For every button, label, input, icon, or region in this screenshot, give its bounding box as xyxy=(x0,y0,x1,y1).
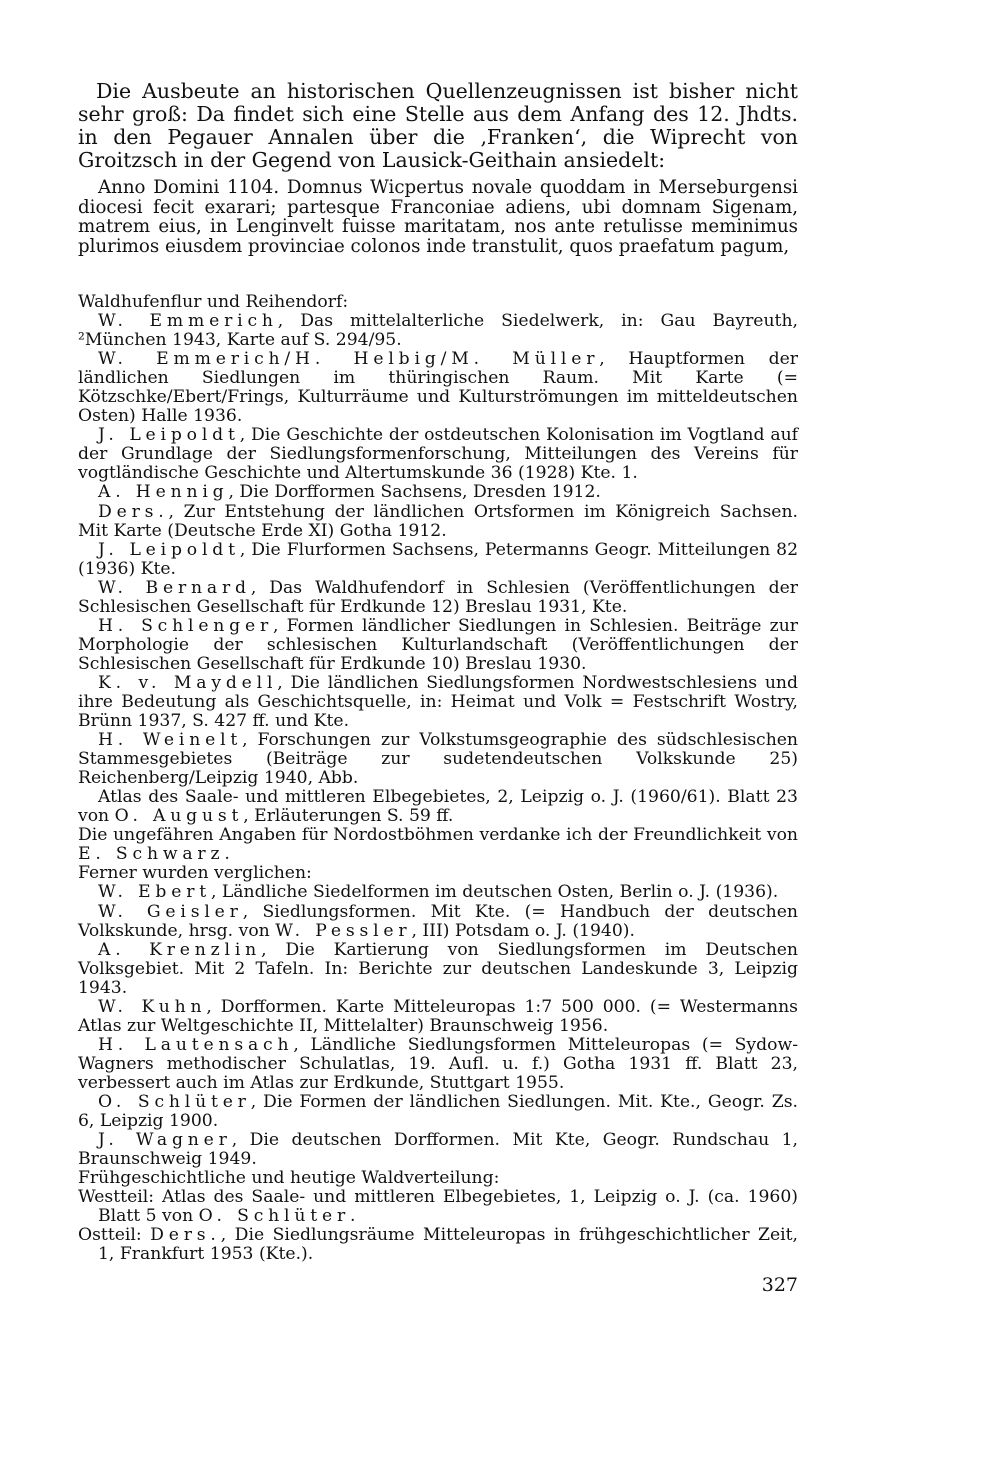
ack-text-end: . xyxy=(224,844,230,865)
intro-paragraph xyxy=(78,80,798,172)
bib-entry xyxy=(78,617,798,674)
bib-text: , Hauptformen der ländlichen Siedlungen im thüringischen Raum. Mit Karte (= Kötzschke/Ebert/Frings, Kulturräume und Kulturströmungen im mitteldeutschen Osten) Halle 1936. xyxy=(78,349,798,427)
bib-text: , Die Geschichte der ostdeutschen Kolonisation im Vogtland auf der Grundlage der Siedlungsformenforschung, Mitteilungen des Vereins für vogtländische Geschichte und Altertumskunde 36 (1928) Kte. 1. xyxy=(78,425,798,484)
bib-author: W. Ebert xyxy=(98,882,211,903)
bib-text: , Die Dorfformen Sachsens, Dresden 1912. xyxy=(228,482,601,503)
bib-author: W. Pessler xyxy=(275,920,412,941)
bib-entry xyxy=(78,1093,798,1131)
bib-author: W. Emmerich xyxy=(98,311,278,332)
bib-author: W. Emmerich/H. Helbig/M. Müller xyxy=(98,349,600,370)
bib-author: J. Wagner xyxy=(98,1130,232,1151)
bib-text: , Die ländlichen Siedlungsformen Nordwestschlesiens und ihre Bedeutung als Geschichtsquelle, in: Heimat und Volk = Festschrift Wostry, Brünn 1937, S. 427 ff. und Kte. xyxy=(78,672,798,732)
bib-author: Ders. xyxy=(150,1225,221,1246)
bib-author: H. Schlenger xyxy=(98,615,274,636)
section-heading-ferner: Ferner wurden verglichen: xyxy=(78,863,312,884)
bib-author: K. v. Maydell xyxy=(98,672,278,693)
bib-author: H. Weinelt xyxy=(98,730,243,751)
bib-author: J. Leipoldt xyxy=(98,539,240,560)
bib-text: , Erläuterungen S. 59 ff. xyxy=(243,806,454,827)
bib-entry xyxy=(78,941,798,998)
section-heading-waldhufenflur: Waldhufenflur und Reihendorf: xyxy=(78,292,349,312)
intro-text: Die Ausbeute an historischen Quellenzeugnissen ist bisher nicht sehr groß: Da findet sich eine Stelle aus dem Anfang des 12. Jhdts. in den Pegauer Annalen über die ‚Franken‘, die Wiprecht von Groitzsch in der Gegend von Lausick-Geithain ansiedelt: xyxy=(78,79,798,172)
bib-text: , Zur Entstehung der ländlichen Ortsformen im Königreich Sachsen. Mit Karte (Deutsche Erde XI) Gotha 1912. xyxy=(78,501,798,541)
bib-entry xyxy=(78,426,798,483)
bib-entry xyxy=(78,731,798,788)
bib-entry xyxy=(78,998,798,1036)
bib-entry xyxy=(78,883,798,902)
bib-author: H. Lautensach xyxy=(98,1034,294,1055)
bib-text: Westteil: Atlas des Saale- und mittleren Elbegebietes, 1, Leipzig o. J. (ca. 1960) Blatt 5 von xyxy=(78,1187,798,1227)
bib-entry xyxy=(78,503,798,541)
bib-text: . xyxy=(349,1206,356,1227)
bib-author: O. Schlüter xyxy=(98,1091,251,1112)
bib-text: , Ländliche Siedelformen im deutschen Osten, Berlin o. J. (1936). xyxy=(210,882,779,903)
bib-entry xyxy=(78,674,798,731)
bib-entry xyxy=(78,350,798,426)
bib-text: , Das Waldhufendorf in Schlesien (Veröffentlichungen der Schlesischen Gesellschaft für Erdkunde 12) Breslau 1931, Kte. xyxy=(78,577,798,617)
bib-entry-ostteil xyxy=(78,1226,798,1264)
bib-author: W. Kuhn xyxy=(98,996,207,1017)
bib-text: , Die Siedlungsräume Mitteleuropas in frühgeschichtlicher Zeit, 1, Frankfurt 1953 (Kte.). xyxy=(98,1225,798,1265)
bib-author: W. Bernard xyxy=(98,577,251,598)
acknowledgement xyxy=(78,826,798,864)
bib-author: W. Geisler xyxy=(98,901,243,922)
bib-entry xyxy=(78,903,798,941)
bib-entry-westteil xyxy=(78,1188,798,1226)
ack-author: E. Schwarz xyxy=(78,844,225,865)
bib-entry xyxy=(78,1131,798,1169)
latin-quotation xyxy=(78,178,798,256)
ack-text: Die ungefähren Angaben für Nordostböhmen verdanke ich der Freundlichkeit von xyxy=(78,825,798,846)
bib-text: , Formen ländlicher Siedlungen in Schlesien. Beiträge zur Morphologie der schlesischen Kulturlandschaft (Veröffentlichungen der Schlesischen Gesellschaft für Erdkunde 10) Breslau 1930. xyxy=(78,615,798,674)
bib-text: , Die Kartierung von Siedlungsformen im Deutschen Volksgebiet. Mit 2 Tafeln. In: Berichte zur deutschen Landeskunde 3, Leipzig 1943. xyxy=(78,939,799,998)
bib-author: A. Hennig xyxy=(98,482,229,503)
bib-text: , Das mittelalterliche Siedelwerk, in: Gau Bayreuth, ²München 1943, Karte auf S. 294/95. xyxy=(78,311,798,351)
bib-entry xyxy=(78,579,798,617)
bibliography xyxy=(78,293,798,1264)
bib-text: , Die deutschen Dorfformen. Mit Kte, Geogr. Rundschau 1, Braunschweig 1949. xyxy=(78,1130,799,1170)
bib-text: , Die Flurformen Sachsens, Petermanns Geogr. Mitteilungen 82 (1936) Kte. xyxy=(78,539,799,579)
bib-text: , Dorfformen. Karte Mitteleuropas 1:7 500 000. (= Westermanns Atlas zur Weltgeschichte II, Mittelalter) Braunschweig 1956. xyxy=(78,996,798,1036)
bib-author: O. Schlüter xyxy=(198,1206,350,1227)
page-number: 327 xyxy=(761,1274,798,1296)
bib-entry-atlas xyxy=(78,788,798,826)
bib-text: Ostteil: xyxy=(78,1225,151,1246)
bib-author: O. August xyxy=(114,806,244,827)
bib-text: Atlas des Saale- und mittleren Elbegebietes, 2, Leipzig o. J. (1960/61). Blatt 23 von xyxy=(78,787,798,827)
bib-text: , Die Formen der ländlichen Siedlungen. Mit. Kte., Geogr. Zs. 6, Leipzig 1900. xyxy=(78,1091,798,1132)
bib-text: , Ländliche Siedlungsformen Mitteleuropas (= Sydow-Wagners methodischer Schulatlas, 19. Aufl. u. f.) Gotha 1931 ff. Blatt 23, verbessert auch im Atlas zur Erdkunde, Stuttgart 1955. xyxy=(78,1034,799,1093)
bib-author: Ders. xyxy=(98,501,169,522)
bib-entry xyxy=(78,312,798,350)
quote-text: Anno Domini 1104. Domnus Wicpertus novale quoddam in Merseburgensi diocesi fecit exarari; partesque Franconiae adiens, ubi domnam Sigenam, matrem eius, in Lenginvelt fuisse maritatam, nos ante retulisse meminimus plurimos eiusdem provinciae colonos inde transtulit, quos praefatum pagum, xyxy=(78,177,798,257)
bib-entry xyxy=(78,483,798,502)
bib-entry xyxy=(78,541,798,579)
bib-text: , Siedlungsformen. Mit Kte. (= Handbuch der deutschen Volkskunde, hrsg. von xyxy=(78,901,798,941)
bib-text: , III) Potsdam o. J. (1940). xyxy=(411,920,635,941)
bib-entry xyxy=(78,1036,798,1093)
bib-text: , Forschungen zur Volkstumsgeographie des südschlesischen Stammesgebietes (Beiträge zur sudetendeutschen Volkskunde 25) Reichenberg/Leipzig 1940, Abb. xyxy=(78,730,798,789)
section-heading-waldverteilung: Frühgeschichtliche und heutige Waldverteilung: xyxy=(78,1168,500,1189)
bib-author: A. Krenzlin xyxy=(98,939,262,960)
bib-author: J. Leipoldt xyxy=(98,425,240,446)
